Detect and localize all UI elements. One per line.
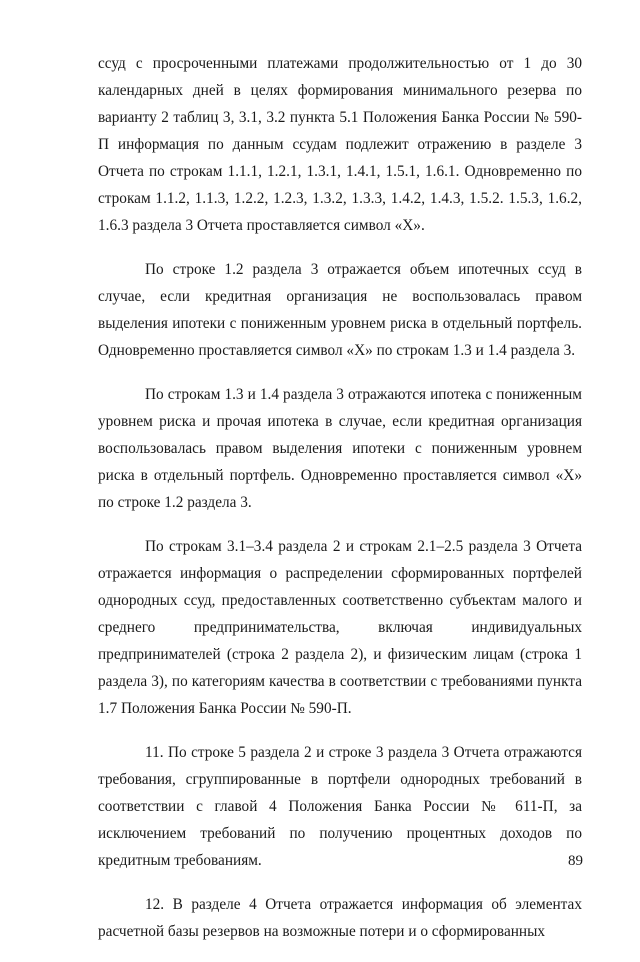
paragraph-item-12: 12. В разделе 4 Отчета отражается информация об элементах расчетной базы резервов на возможные потери и о сформированных xyxy=(98,896,582,940)
paragraph-mortgage-rows-1-3-1-4: По строкам 1.3 и 1.4 раздела 3 отражаются ипотека с пониженным уровнем риска и прочая ипотека в случае, если кредитная организация воспользовалась правом выделения ипотеки с пониженным уровнем риска в отдельный портфель. Одновременно проставляется символ «Х» по строке 1.2 раздела 3. xyxy=(98,386,582,511)
page-number: 89 xyxy=(568,853,583,869)
paragraph-item-11: 11. По строке 5 раздела 2 и строке 3 раздела 3 Отчета отражаются требования, сгруппированные в портфели однородных требований в соответствии с главой 4 Положения Банка России № 611-П, за исключением требований по получению процентных доходов по кредитным требованиям. xyxy=(98,744,582,869)
document-body xyxy=(98,50,582,962)
paragraph-mortgage-row-1-2: По строке 1.2 раздела 3 отражается объем ипотечных ссуд в случае, если кредитная организация не воспользовалась правом выделения ипотеки с пониженным уровнем риска в отдельный портфель. Одновременно проставляется символ «Х» по строкам 1.3 и 1.4 раздела 3. xyxy=(98,261,582,359)
paragraph-rows-3-1-3-4: По строкам 3.1–3.4 раздела 2 и строкам 2.1–2.5 раздела 3 Отчета отражается информация о распределении сформированных портфелей однородных ссуд, предоставленных соответственно субъектам малого и среднего предпринимательства, включая индивидуальных предпринимателей (строка 2 раздела 2), и физическим лицам (строка 1 раздела 3), по категориям качества в соответствии с требованиями пункта 1.7 Положения Банка России № 590-П. xyxy=(98,538,582,717)
paragraph-continuation: ссуд с просроченными платежами продолжительностью от 1 до 30 календарных дней в целях формирования минимального резерва по варианту 2 таблиц 3, 3.1, 3.2 пункта 5.1 Положения Банка России № 590-П информация по данным ссудам подлежит отражению в разделе 3 Отчета по строкам 1.1.1, 1.2.1, 1.3.1, 1.4.1, 1.5.1, 1.6.1. Одновременно по строкам 1.1.2, 1.1.3, 1.2.2, 1.2.3, 1.3.2, 1.3.3, 1.4.2, 1.4.3, 1.5.2. 1.5.3, 1.6.2, 1.6.3 раздела 3 Отчета проставляется символ «Х». xyxy=(98,55,582,234)
